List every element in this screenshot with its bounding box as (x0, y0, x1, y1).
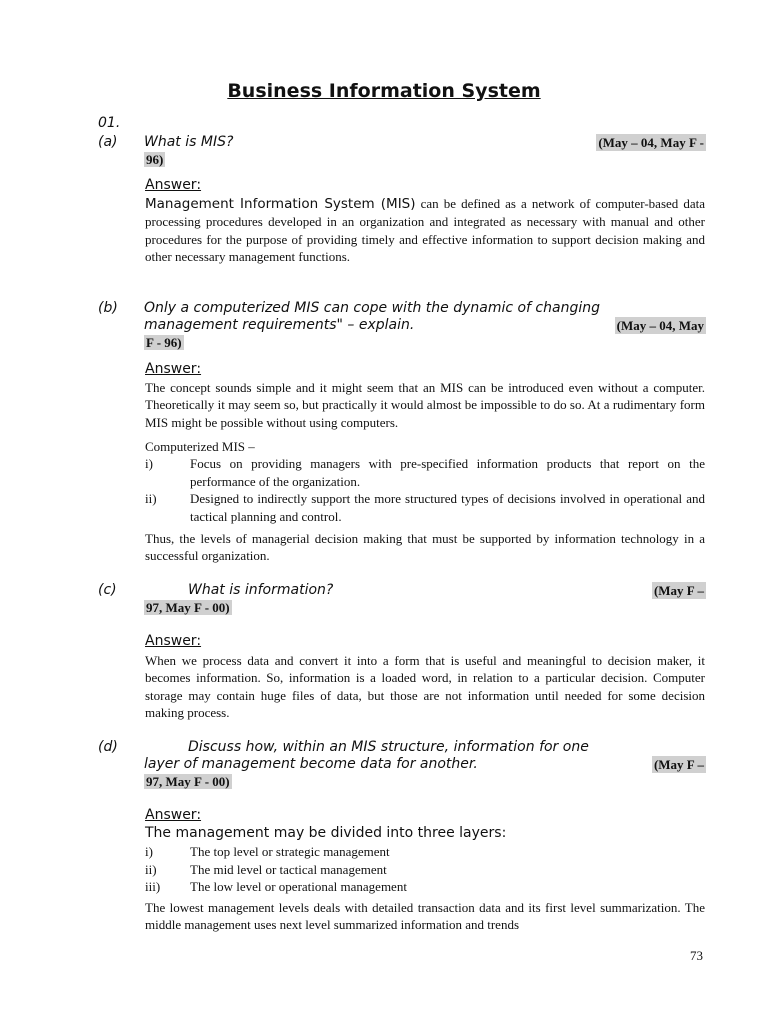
list-item (145, 861, 705, 879)
list-item-marker: ii) (145, 491, 157, 506)
answer-b-paragraph-1: The concept sounds simple and it might seem that an MIS can be introduced even without a computer. Theoretically it may seem so, but practically it would almost be impossible to do so. At a rudimentary form MIS might be possible without using computers. (145, 380, 705, 430)
question-c (98, 582, 706, 617)
list-item-marker: iii) (145, 879, 161, 894)
question-d-reference: (May F – (653, 757, 704, 772)
list-item-marker: i) (145, 844, 153, 859)
question-d-reference-cont: 97, May F - 00) (146, 774, 230, 789)
question-d-line2: layer of management become data for another. (144, 756, 478, 772)
answer-c-heading: Answer: (145, 633, 202, 649)
question-b (98, 300, 706, 352)
list-item (145, 490, 705, 525)
list-item (145, 843, 705, 861)
question-b-line1: Only a computerized MIS can cope with the dynamic of changing (144, 300, 600, 316)
list-item-marker: i) (145, 456, 153, 471)
list-item-text: The low level or operational management (190, 879, 407, 894)
answer-b-list-intro: Computerized MIS – (145, 439, 255, 454)
mis-term: Management Information System (MIS) (145, 196, 416, 212)
list-item-text: The top level or strategic management (190, 844, 390, 859)
list-item-text: Focus on providing managers with pre-specified information products that report on the performance of the organization. (190, 456, 705, 489)
answer-a-text: can be defined as a network of computer-based data processing procedures developed in an organization and integrated as necessary with manual and other procedures for the purpose of providing timely and effective information to support decision making and other necessary management functions. (145, 196, 706, 264)
question-number: 01. (98, 115, 121, 131)
question-b-reference: (May – 04, May (616, 318, 704, 333)
list-item (145, 455, 705, 490)
question-c-text: What is information? (188, 582, 334, 598)
question-a (98, 134, 706, 169)
question-a-label: (a) (98, 134, 118, 150)
question-a-reference: (May – 04, May F - (598, 135, 704, 150)
answer-d-subheading: The management may be divided into three layers: (145, 825, 507, 841)
answer-c-paragraph: When we process data and convert it into a form that is useful and meaningful to decision maker, it becomes information. So, information is a loaded word, in relation to a particular decision. Computer storage may contain huge files of data, but those are not information until needed for some decision making process. (145, 653, 705, 720)
list-item (145, 878, 705, 896)
list-item-text: Designed to indirectly support the more structured types of decisions involved in operational and tactical planning and control. (190, 491, 705, 524)
question-b-label: (b) (98, 300, 118, 316)
page-title: Business Information System (227, 80, 541, 102)
answer-d-list (145, 843, 705, 896)
question-c-reference-cont: 97, May F - 00) (146, 600, 230, 615)
answer-b-heading: Answer: (145, 361, 202, 377)
question-d-line1: Discuss how, within an MIS structure, information for one (188, 739, 589, 755)
question-d (98, 739, 706, 791)
question-a-reference-cont: 96) (146, 152, 164, 167)
answer-b-list (145, 455, 705, 525)
page-number: 73 (690, 948, 703, 963)
question-b-line2: management requirements" – explain. (144, 317, 415, 333)
answer-a-heading: Answer: (145, 177, 202, 193)
list-item-marker: ii) (145, 861, 157, 877)
answer-d-paragraph: The lowest management levels deals with detailed transaction data and its first level summarization. The middle management uses next level summarized information and trends (145, 900, 705, 933)
answer-a-paragraph (145, 195, 705, 265)
answer-b-paragraph-2: Thus, the levels of managerial decision making that must be supported by information technology in a successful organization. (145, 531, 705, 564)
answer-d-heading: Answer: (145, 807, 202, 823)
question-c-label: (c) (98, 582, 117, 598)
list-item-text: The mid level or tactical management (190, 861, 387, 877)
question-b-reference-cont: F - 96) (146, 335, 182, 350)
question-d-label: (d) (98, 739, 118, 755)
question-c-reference: (May F – (653, 583, 704, 598)
question-a-text: What is MIS? (144, 134, 234, 150)
